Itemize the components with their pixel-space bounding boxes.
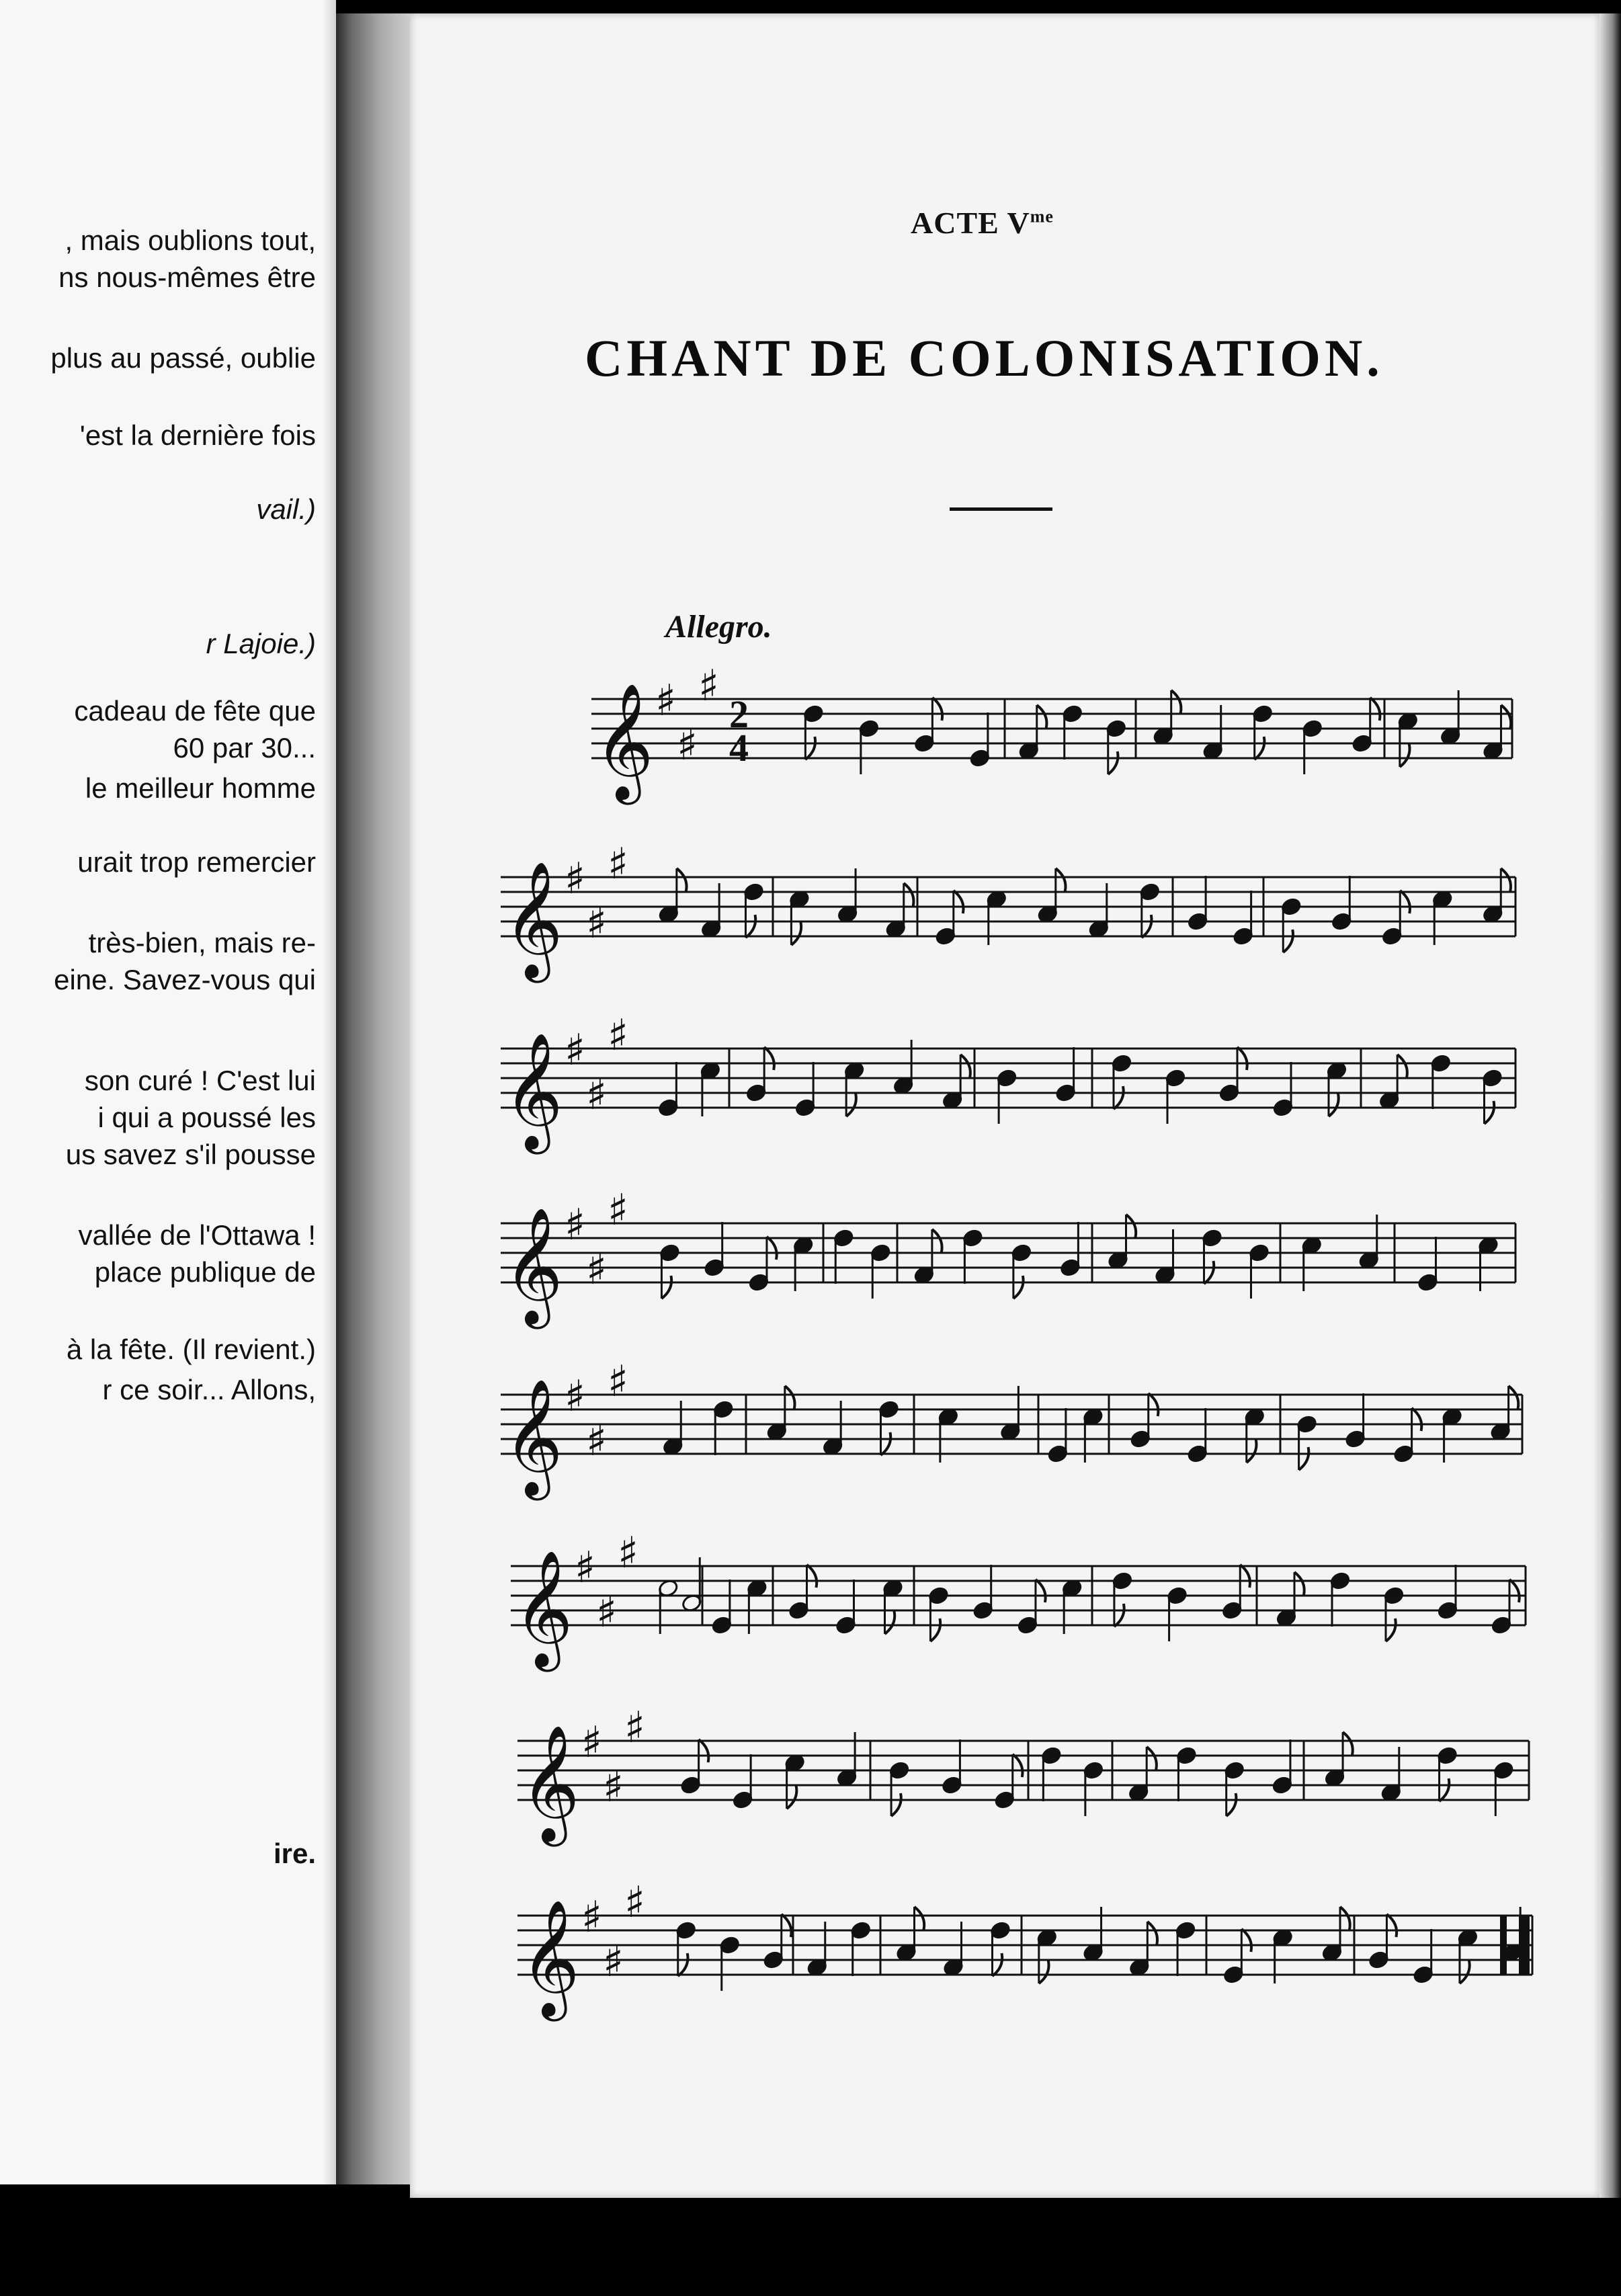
- note-flag: [915, 1907, 925, 1930]
- left-page-line: i qui a poussé les: [97, 1102, 316, 1133]
- left-page-line: place publique de: [94, 1256, 316, 1288]
- note-flag: [1343, 1732, 1353, 1755]
- note-flag: [678, 1953, 688, 1976]
- note-flag: [1299, 1447, 1309, 1470]
- left-page-line: son curé ! C'est lui: [84, 1065, 316, 1096]
- note-flag: [764, 1047, 774, 1070]
- tempo-marking: Allegro.: [665, 609, 772, 645]
- left-page-line: ire.: [273, 1838, 316, 1869]
- sharp-icon: ♯: [565, 1026, 585, 1075]
- left-page-line: 'est la dernière fois: [79, 419, 316, 451]
- time-signature-numerator: 2: [729, 692, 749, 736]
- note-flag: [1147, 1922, 1157, 1944]
- note-flag: [904, 883, 914, 906]
- note-flag: [1114, 1086, 1124, 1109]
- time-signature-denominator: 4: [729, 726, 749, 770]
- sharp-icon: ♯: [575, 1543, 595, 1593]
- note-flag: [661, 1276, 671, 1299]
- note-flag: [1108, 751, 1118, 774]
- note-flag: [805, 737, 815, 760]
- treble-clef-icon: 𝄞: [520, 1899, 580, 2016]
- final-bar-line: [1500, 1916, 1507, 1975]
- note-flag: [1386, 1914, 1397, 1937]
- note-flag: [1509, 1580, 1520, 1602]
- note-flag: [1240, 1565, 1250, 1588]
- note-flag: [960, 1055, 970, 1077]
- left-page-line: vallée de l'Ottawa !: [78, 1219, 316, 1251]
- act-superscript: me: [1030, 206, 1054, 227]
- treble-clef-icon: 𝄞: [503, 1379, 563, 1495]
- note-flag: [885, 1611, 895, 1634]
- sharp-icon: ♯: [581, 1718, 602, 1768]
- note-flag: [1204, 1261, 1214, 1284]
- left-page-line: eine. Savez-vous qui: [54, 964, 316, 995]
- note-flag: [1149, 1393, 1159, 1416]
- sharp-icon: ♯: [655, 676, 676, 726]
- left-page-line: plus au passé, oublie: [50, 342, 316, 374]
- sharp-icon: ♯: [603, 1762, 624, 1812]
- note-flag: [1237, 1047, 1247, 1070]
- left-page-line: ns nous-mêmes être: [58, 261, 316, 293]
- sharp-icon: ♯: [624, 1703, 645, 1753]
- note-flag: [1039, 1961, 1049, 1983]
- left-page-line: , mais oublions tout,: [65, 224, 316, 256]
- note-flag: [1037, 705, 1047, 728]
- note-flag: [807, 1565, 817, 1588]
- note-flag: [785, 1386, 795, 1409]
- sharp-icon: ♯: [581, 1893, 602, 1942]
- note-flag: [1013, 1754, 1023, 1777]
- left-page-line: urait trop remercier: [77, 846, 316, 878]
- note-flag: [1501, 868, 1511, 891]
- left-page-line: r ce soir... Allons,: [102, 1374, 316, 1405]
- song-title: CHANT DE COLONISATION.: [585, 329, 1384, 387]
- note-flag: [881, 1432, 891, 1455]
- left-page-line: us savez s'il pousse: [65, 1139, 316, 1170]
- left-page-line: 60 par 30...: [173, 732, 316, 764]
- note-flag: [1283, 930, 1293, 952]
- sharp-icon: ♯: [608, 1357, 628, 1407]
- sharp-icon: ♯: [586, 1070, 607, 1120]
- note-flag: [1227, 1793, 1237, 1816]
- note-flag: [1255, 737, 1265, 760]
- sharp-icon: ♯: [586, 899, 607, 948]
- note-flag: [767, 1237, 777, 1260]
- left-page-line: r Lajoie.): [206, 628, 316, 659]
- note-flag: [846, 1094, 856, 1116]
- note-flag: [1397, 1055, 1407, 1077]
- note-flag: [1485, 1101, 1495, 1124]
- treble-clef-icon: 𝄞: [513, 1550, 573, 1667]
- sharp-icon: ♯: [596, 1588, 617, 1637]
- note-flag: [787, 1786, 797, 1809]
- sharp-icon: ♯: [608, 1186, 628, 1235]
- left-page-line: cadeau de fête que: [74, 695, 316, 727]
- sharp-icon: ♯: [618, 1528, 638, 1578]
- note-flag: [1036, 1580, 1046, 1602]
- note-flag: [932, 698, 942, 721]
- treble-clef-icon: 𝄞: [503, 861, 563, 978]
- note-flag: [1509, 1386, 1519, 1409]
- note-flag: [1126, 1215, 1136, 1237]
- note-flag: [1400, 744, 1410, 767]
- note-flag: [1370, 698, 1380, 721]
- note-flag: [1329, 1094, 1339, 1116]
- note-flag: [993, 1953, 1003, 1976]
- left-page-line: le meilleur homme: [85, 772, 316, 804]
- note-flag: [699, 1739, 709, 1762]
- note-flag: [782, 1914, 792, 1937]
- note-flag: [1142, 915, 1152, 938]
- sharp-icon: ♯: [608, 839, 628, 889]
- note-flag: [932, 1229, 942, 1252]
- act-label: ACTE V: [911, 206, 1030, 240]
- treble-clef-icon: 𝄞: [594, 683, 654, 800]
- note-flag: [1340, 1907, 1350, 1930]
- sharp-icon: ♯: [603, 1937, 624, 1987]
- note-flag: [791, 922, 801, 945]
- treble-clef-icon: 𝄞: [520, 1725, 580, 1842]
- note-flag: [1056, 868, 1066, 891]
- note-flag: [1501, 705, 1511, 728]
- left-page-line: très-bien, mais re-: [88, 927, 316, 958]
- note-flag: [1460, 1961, 1470, 1983]
- sharp-icon: ♯: [565, 1372, 585, 1422]
- note-flag: [1386, 1618, 1396, 1641]
- sharp-icon: ♯: [586, 1416, 607, 1466]
- sharp-icon: ♯: [565, 854, 585, 904]
- note-flag: [1013, 1276, 1024, 1299]
- sharp-icon: ♯: [624, 1878, 645, 1928]
- note-flag: [746, 915, 756, 938]
- left-page-line: vail.): [256, 493, 316, 525]
- note-flag: [1412, 1408, 1422, 1431]
- sharp-icon: ♯: [677, 721, 698, 770]
- note-flag: [954, 891, 964, 913]
- note-flag: [1114, 1604, 1124, 1627]
- note-flag: [677, 868, 687, 891]
- sharp-icon: ♯: [565, 1200, 585, 1250]
- note-flag: [1440, 1778, 1450, 1801]
- sharp-icon: ♯: [608, 1011, 628, 1061]
- treble-clef-icon: 𝄞: [503, 1032, 563, 1149]
- note-flag: [1294, 1572, 1304, 1595]
- sharp-icon: ♯: [698, 661, 719, 711]
- treble-clef-icon: 𝄞: [503, 1207, 563, 1324]
- left-page-line: à la fête. (Il revient.): [66, 1334, 316, 1365]
- note-flag: [1171, 690, 1181, 713]
- note-flag: [891, 1793, 901, 1816]
- note-flag: [1147, 1747, 1157, 1770]
- note-flag: [1241, 1929, 1251, 1952]
- note-flag: [1400, 891, 1410, 913]
- note-flag: [930, 1618, 940, 1641]
- note-flag: [1247, 1440, 1257, 1463]
- sharp-icon: ♯: [586, 1245, 607, 1295]
